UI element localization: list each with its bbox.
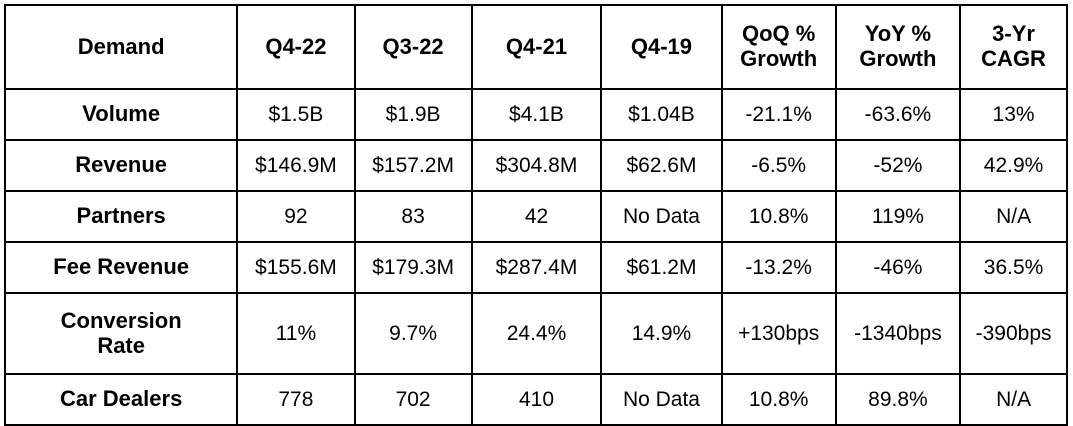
cell-revenue-yoy: -52%	[836, 140, 960, 191]
cell-volume-q4-22: $1.5B	[237, 89, 354, 140]
cell-volume-yoy: -63.6%	[836, 89, 960, 140]
column-header-qoq-growth-line2: Growth	[740, 46, 818, 71]
column-header-qoq-growth	[722, 5, 836, 89]
table-row	[5, 89, 1067, 140]
column-header-q4-19	[601, 5, 721, 89]
row-header-partners-label: Partners	[76, 203, 166, 229]
cell-fee-revenue-q3-22: $179.3M	[355, 242, 472, 293]
cell-revenue-q4-19: $62.6M	[601, 140, 721, 191]
column-header-3yr-cagr-line1: 3-Yr	[992, 21, 1035, 47]
row-header-conversion-rate-line1: Conversion	[60, 307, 182, 333]
cell-volume-qoq: -21.1%	[722, 89, 836, 140]
cell-conversion-rate-q4-19: 14.9%	[601, 293, 721, 374]
table-row	[5, 293, 1067, 374]
cell-revenue-q4-21: $304.8M	[472, 140, 602, 191]
cell-car-dealers-qoq: 10.8%	[722, 374, 836, 425]
cell-conversion-rate-yoy: -1340bps	[836, 293, 960, 374]
cell-revenue-q3-22: $157.2M	[355, 140, 472, 191]
cell-fee-revenue-q4-21: $287.4M	[472, 242, 602, 293]
cell-fee-revenue-q4-19: $61.2M	[601, 242, 721, 293]
cell-car-dealers-cagr: N/A	[960, 374, 1067, 425]
metrics-table	[4, 4, 1068, 426]
table-row	[5, 242, 1067, 293]
cell-revenue-cagr: 42.9%	[960, 140, 1067, 191]
column-header-q3-22-line1: Q3-22	[382, 33, 444, 59]
table-header	[5, 5, 1067, 89]
cell-partners-q4-22: 92	[237, 191, 354, 242]
cell-car-dealers-q3-22: 702	[355, 374, 472, 425]
column-header-q4-21	[472, 5, 602, 89]
row-header-car-dealers-label: Car Dealers	[60, 386, 183, 412]
column-header-qoq-growth-line1: QoQ %	[741, 21, 816, 47]
column-header-demand-line1: Demand	[77, 33, 165, 59]
cell-partners-cagr: N/A	[960, 191, 1067, 242]
cell-conversion-rate-q4-22: 11%	[237, 293, 354, 374]
cell-volume-q3-22: $1.9B	[355, 89, 472, 140]
cell-fee-revenue-q4-22: $155.6M	[237, 242, 354, 293]
cell-fee-revenue-cagr: 36.5%	[960, 242, 1067, 293]
column-header-yoy-growth	[836, 5, 960, 89]
cell-fee-revenue-qoq: -13.2%	[722, 242, 836, 293]
cell-car-dealers-q4-21: 410	[472, 374, 602, 425]
cell-partners-qoq: 10.8%	[722, 191, 836, 242]
column-header-3yr-cagr-line2: CAGR	[981, 46, 1046, 71]
cell-revenue-q4-22: $146.9M	[237, 140, 354, 191]
column-header-3yr-cagr	[960, 5, 1067, 89]
table-body	[5, 89, 1067, 425]
table-row	[5, 191, 1067, 242]
row-header-conversion-rate	[5, 293, 237, 374]
column-header-q4-19-line1: Q4-19	[630, 33, 693, 59]
row-header-conversion-rate-line2: Rate	[97, 332, 145, 358]
column-header-yoy-growth-line2: Growth	[859, 46, 937, 71]
cell-volume-q4-19: $1.04B	[601, 89, 721, 140]
cell-partners-q3-22: 83	[355, 191, 472, 242]
row-header-fee-revenue-label: Fee Revenue	[53, 254, 190, 280]
column-header-q4-21-line1: Q4-21	[505, 33, 568, 59]
cell-fee-revenue-yoy: -46%	[836, 242, 960, 293]
cell-volume-q4-21: $4.1B	[472, 89, 602, 140]
table-header-row	[5, 5, 1067, 89]
cell-conversion-rate-q4-21: 24.4%	[472, 293, 602, 374]
cell-conversion-rate-q3-22: 9.7%	[355, 293, 472, 374]
cell-car-dealers-q4-22: 778	[237, 374, 354, 425]
cell-car-dealers-q4-19: No Data	[601, 374, 721, 425]
row-header-car-dealers	[5, 374, 237, 425]
cell-conversion-rate-cagr: -390bps	[960, 293, 1067, 374]
cell-volume-cagr: 13%	[960, 89, 1067, 140]
cell-car-dealers-yoy: 89.8%	[836, 374, 960, 425]
row-header-fee-revenue	[5, 242, 237, 293]
row-header-partners	[5, 191, 237, 242]
column-header-demand	[5, 5, 237, 89]
cell-partners-yoy: 119%	[836, 191, 960, 242]
table-row	[5, 374, 1067, 425]
cell-partners-q4-19: No Data	[601, 191, 721, 242]
row-header-volume	[5, 89, 237, 140]
cell-conversion-rate-qoq: +130bps	[722, 293, 836, 374]
row-header-volume-label: Volume	[82, 101, 161, 127]
column-header-q4-22-line1: Q4-22	[265, 33, 327, 59]
row-header-revenue	[5, 140, 237, 191]
table-row	[5, 140, 1067, 191]
row-header-revenue-label: Revenue	[75, 152, 168, 178]
column-header-yoy-growth-line1: YoY %	[864, 21, 932, 47]
column-header-q3-22	[355, 5, 472, 89]
cell-revenue-qoq: -6.5%	[722, 140, 836, 191]
cell-partners-q4-21: 42	[472, 191, 602, 242]
column-header-q4-22	[237, 5, 354, 89]
